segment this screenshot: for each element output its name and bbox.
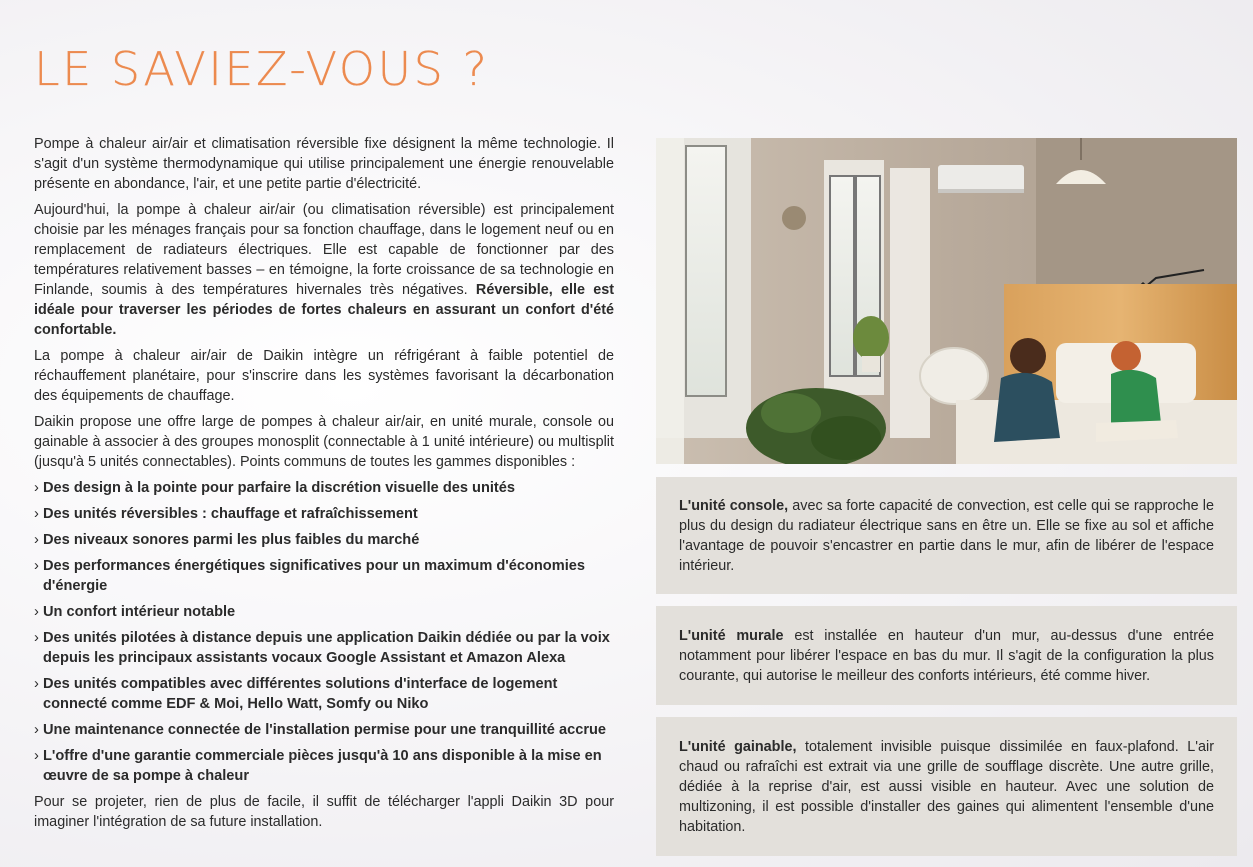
chevron-right-icon: ›: [34, 604, 39, 620]
console-unit-text: avec sa forte capacité de convection, est celle qui se rapproche le plus du design du radiateur électrique sans en être un. Elle se fixe au sol et affiche l'avantage de pouvoir s'encastrer en partie dans le mur, afin de libérer de l'espace intérieur.: [679, 497, 1214, 574]
app-paragraph: Pour se projeter, rien de plus de facile, il suffit de télécharger l'appli Daikin 3D pour imaginer l'intégration de sa future installation.: [34, 794, 614, 830]
chevron-right-icon: ›: [34, 748, 39, 764]
ducted-unit-title: L'unité gainable,: [679, 738, 797, 755]
list-item: › Une maintenance connectée de l'installation permise pour une tranquillité accrue: [34, 722, 607, 738]
wall-unit-text: est installée en hauteur d'un mur, au-dessus d'une entrée notamment pour libérer l'espace en bas du mur. Il s'agit de la configuration la plus courante, qui autorise le meilleur des conforts intérieurs, été comme hiver.: [679, 627, 1215, 684]
wall-unit-title: L'unité murale: [679, 627, 784, 644]
list-item: › Des unités réversibles : chauffage et rafraîchissement: [34, 506, 418, 522]
list-item: › Un confort intérieur notable: [34, 604, 236, 620]
chevron-right-icon: ›: [34, 722, 39, 738]
body-text-column: [34, 134, 614, 838]
refrigerant-paragraph: La pompe à chaleur air/air de Daikin intègre un réfrigérant à faible potentiel de réchauffement planétaire, pour s'inscrire dans les systèmes favorisant la décarbonation des équipements de chauffage.: [34, 348, 614, 404]
chevron-right-icon: ›: [34, 532, 39, 548]
ducted-unit-box: [656, 717, 1237, 856]
list-item: › Des performances énergétiques significatives pour un maximum d'économies d'énergie: [34, 558, 585, 594]
ducted-unit-text: totalement invisible puisque dissimilée en faux-plafond. L'air chaud ou rafraîchi est extrait via une grille de soufflage discrète. Une autre grille, dédiée à la reprise d'air, est aussi visible en hauteur. Avec une solution de multizoning, il est possible d'installer des gaines qui alimentent l'ensemble d'une habitation.: [679, 738, 1214, 835]
bedroom-photo: [656, 138, 1237, 464]
list-item: › Des niveaux sonores parmi les plus faibles du marché: [34, 532, 420, 548]
list-item: › L'offre d'une garantie commerciale pièces jusqu'à 10 ans disponible à la mise en œuvre de sa pompe à chaleur: [34, 748, 602, 784]
page-title: LE SAVIEZ-VOUS ?: [34, 42, 490, 96]
heating-paragraph-bold: Réversible, elle est idéale pour traverser les périodes de fortes chaleurs en assurant un confort d'été confortable.: [34, 282, 615, 338]
chevron-right-icon: ›: [34, 480, 39, 496]
chevron-right-icon: ›: [34, 558, 39, 574]
heating-paragraph-text: Aujourd'hui, la pompe à chaleur air/air (ou climatisation réversible) est principalement choisie par les ménages français pour sa fonction chauffage, dans le logement neuf ou en remplacement de radiateurs électriques. Elle est capable de fonctionner par des températures relativement basses – en témoigne, la forte croissance de sa technologie en Finlande, soumis à des températures hivernales très négatives.: [34, 202, 614, 298]
list-item: › Des design à la pointe pour parfaire la discrétion visuelle des unités: [34, 480, 516, 496]
list-item: › Des unités compatibles avec différentes solutions d'interface de logement connecté comme EDF & Moi, Hello Watt, Somfy ou Niko: [34, 676, 558, 712]
console-unit-box: [656, 477, 1237, 594]
console-unit-title: L'unité console,: [679, 497, 789, 514]
intro-paragraph: Pompe à chaleur air/air et climatisation réversible fixe désignent la même technologie. Il s'agit d'un système thermodynamique qui utilise principalement une énergie renouvelable présente en abondance, l'air, et une petite partie d'électricité.: [34, 136, 614, 192]
features-list: [34, 478, 614, 786]
wall-unit-box: [656, 606, 1237, 705]
chevron-right-icon: ›: [34, 630, 39, 646]
heating-paragraph: [34, 200, 614, 340]
chevron-right-icon: ›: [34, 506, 39, 522]
chevron-right-icon: ›: [34, 676, 39, 692]
offer-paragraph: Daikin propose une offre large de pompes à chaleur air/air, en unité murale, console ou gainable à associer à des groupes monosplit (connectable à 1 unité intérieure) ou multisplit (jusqu'à 5 unités connectables). Points communs de toutes les gammes disponibles :: [34, 414, 614, 470]
list-item: › Des unités pilotées à distance depuis une application Daikin dédiée ou par la voix depuis les principaux assistants vocaux Google Assistant et Amazon Alexa: [34, 630, 610, 666]
